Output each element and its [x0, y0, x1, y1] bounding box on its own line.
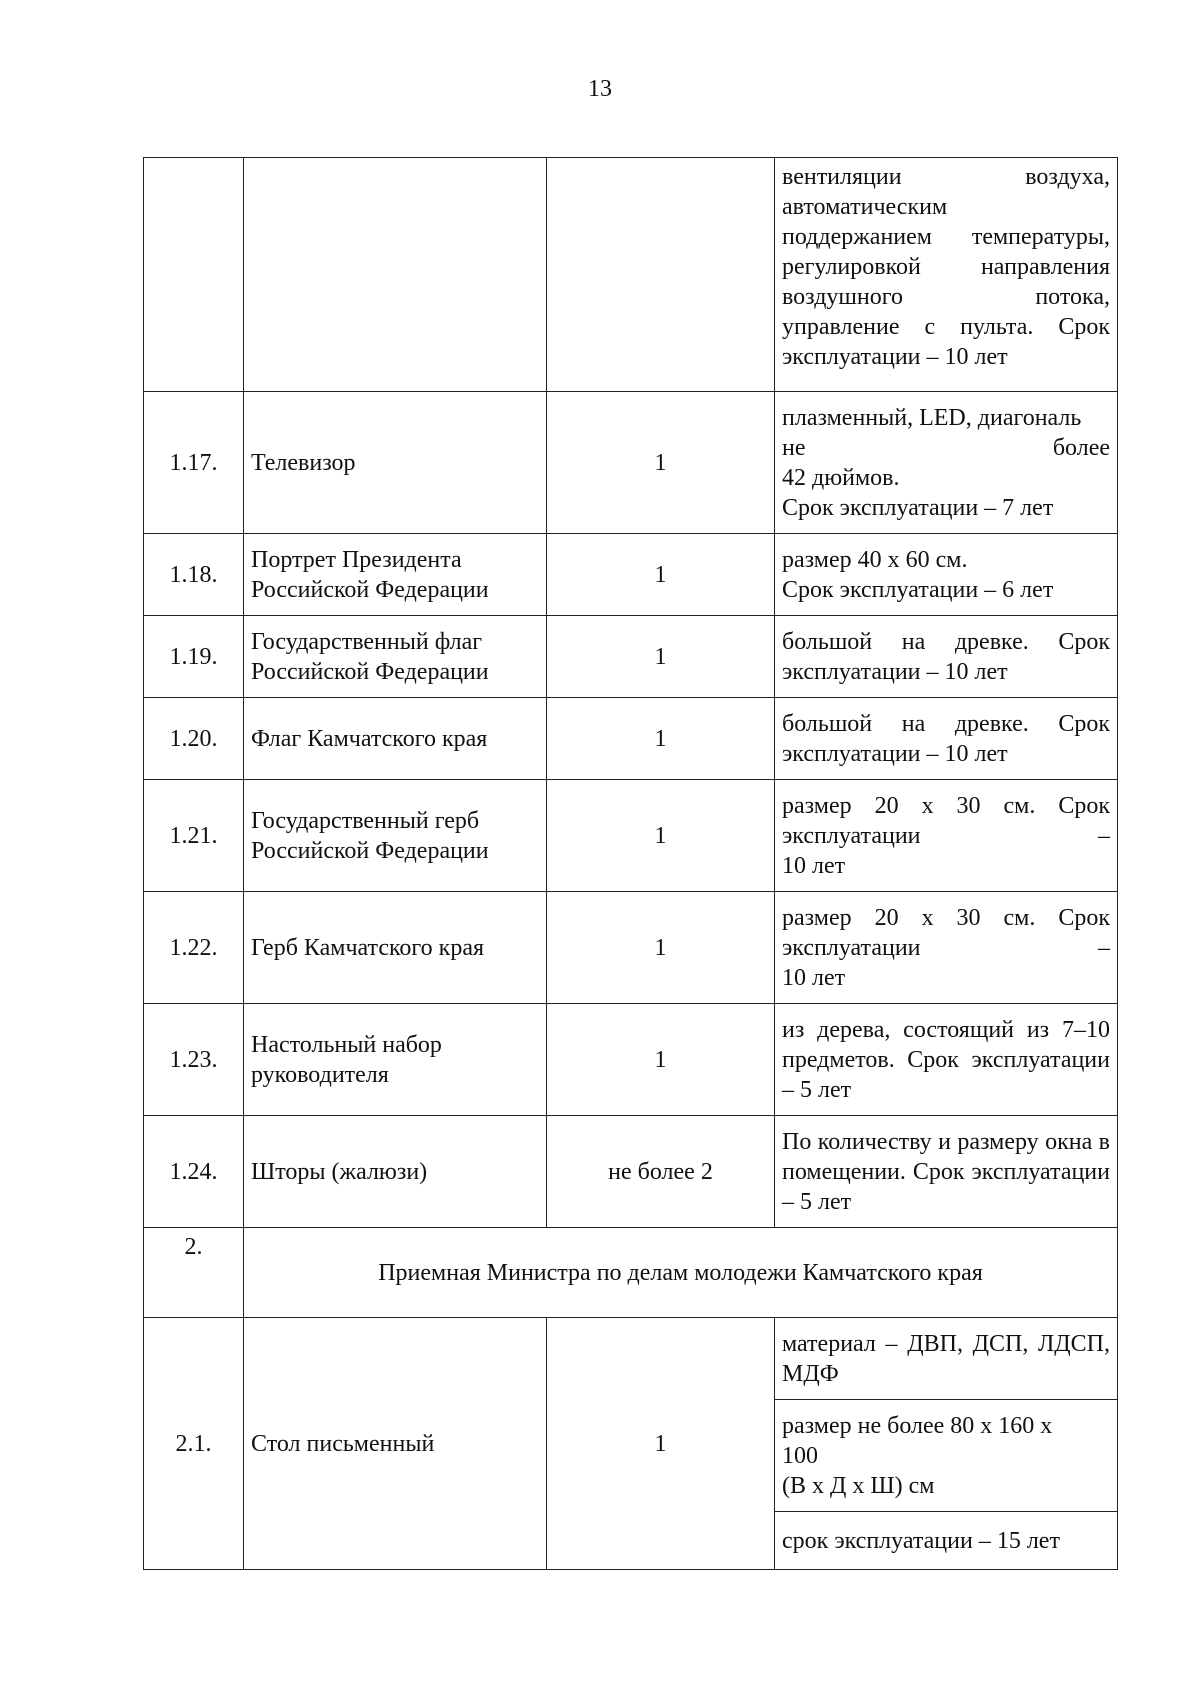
cell-quantity: 1	[547, 392, 775, 534]
section-row	[144, 1228, 1118, 1318]
cell-quantity: 1	[547, 892, 775, 1004]
cell-spec	[775, 780, 1118, 892]
cell-number: 1.20.	[144, 698, 244, 780]
table-row	[144, 1116, 1118, 1228]
cell-quantity: 1	[547, 1004, 775, 1116]
spec-line: размер 20 х 30 см. Срок	[782, 792, 1110, 819]
cell-quantity	[547, 158, 775, 392]
table-row	[144, 392, 1118, 534]
spec-line: размер 40 х 60 см.	[782, 546, 968, 573]
cell-number: 1.23.	[144, 1004, 244, 1116]
cell-quantity: 1	[547, 1318, 775, 1570]
cell-spec-life: срок эксплуатации – 15 лет	[775, 1512, 1118, 1570]
cell-spec: из дерева, состоящий из 7–10 предметов. Срок эксплуатации – 5 лет	[775, 1004, 1118, 1116]
table-row	[144, 780, 1118, 892]
cell-spec	[775, 892, 1118, 1004]
cell-number	[144, 158, 244, 392]
spec-line: 10 лет	[782, 964, 846, 991]
cell-name: Стол письменный	[244, 1318, 547, 1570]
cell-name: Телевизор	[244, 392, 547, 534]
spec-line: управление с пульта. Срок	[782, 314, 1110, 340]
cell-quantity: 1	[547, 780, 775, 892]
cell-spec	[775, 534, 1118, 616]
cell-spec	[775, 392, 1118, 534]
cell-spec-size	[775, 1400, 1118, 1512]
spec-line: эксплуатации –	[782, 822, 1110, 849]
cell-name: Шторы (жалюзи)	[244, 1116, 547, 1228]
table-row	[144, 1004, 1118, 1116]
cell-number: 1.22.	[144, 892, 244, 1004]
cell-quantity: 1	[547, 698, 775, 780]
cell-name: Герб Камчатского края	[244, 892, 547, 1004]
spec-line: размер не более 80 х 160 х	[782, 1412, 1053, 1439]
spec-line: вентиляции воздуха,	[782, 164, 1110, 190]
section-number: 2.	[144, 1228, 244, 1318]
spec-line: эксплуатации – 10 лет	[782, 344, 1008, 370]
cell-spec: По количеству и размеру окна в помещении. Срок эксплуатации – 5 лет	[775, 1116, 1118, 1228]
cell-number: 1.17.	[144, 392, 244, 534]
spec-line: 100	[782, 1442, 818, 1469]
cell-number: 2.1.	[144, 1318, 244, 1570]
cell-name: Государственный герб Российской Федерации	[244, 780, 547, 892]
cell-name: Флаг Камчатского края	[244, 698, 547, 780]
table-row	[144, 1318, 1118, 1400]
cell-name: Государственный флаг Российской Федерации	[244, 616, 547, 698]
table-row	[144, 616, 1118, 698]
table-row	[144, 534, 1118, 616]
page-number: 13	[588, 76, 612, 102]
cell-name: Настольный набор руководителя	[244, 1004, 547, 1116]
cell-name	[244, 158, 547, 392]
spec-line: плазменный, LED, диагональ	[782, 404, 1082, 431]
cell-name: Портрет Президента Российской Федерации	[244, 534, 547, 616]
spec-line: эксплуатации –	[782, 934, 1110, 961]
cell-number: 1.24.	[144, 1116, 244, 1228]
cell-quantity: 1	[547, 616, 775, 698]
cell-spec-material: материал – ДВП, ДСП, ЛДСП, МДФ	[775, 1318, 1118, 1400]
cell-spec: большой на древке. Срок эксплуатации – 10 лет	[775, 698, 1118, 780]
spec-line: автоматическим	[782, 194, 948, 220]
spec-line: регулировкой направления	[782, 254, 1110, 280]
section-title: Приемная Министра по делам молодежи Камчатского края	[244, 1228, 1118, 1318]
cell-quantity: не более 2	[547, 1116, 775, 1228]
spec-line: поддержанием температуры,	[782, 224, 1110, 250]
spec-line: 10 лет	[782, 852, 846, 879]
table-row-continued	[144, 158, 1118, 392]
spec-line: воздушного потока,	[782, 284, 1110, 310]
cell-spec	[775, 158, 1118, 392]
spec-line: размер 20 х 30 см. Срок	[782, 904, 1110, 931]
cell-spec: большой на древке. Срок эксплуатации – 10 лет	[775, 616, 1118, 698]
spec-line: Срок эксплуатации – 7 лет	[782, 494, 1054, 521]
spec-line: Срок эксплуатации – 6 лет	[782, 576, 1054, 603]
table-row	[144, 698, 1118, 780]
spec-line: 42 дюймов.	[782, 464, 900, 491]
spec-line: (В х Д х Ш) см	[782, 1472, 935, 1499]
cell-number: 1.21.	[144, 780, 244, 892]
cell-number: 1.19.	[144, 616, 244, 698]
equipment-table	[143, 157, 1118, 1570]
table-row	[144, 892, 1118, 1004]
cell-quantity: 1	[547, 534, 775, 616]
cell-number: 1.18.	[144, 534, 244, 616]
spec-line: не более	[782, 434, 1110, 461]
